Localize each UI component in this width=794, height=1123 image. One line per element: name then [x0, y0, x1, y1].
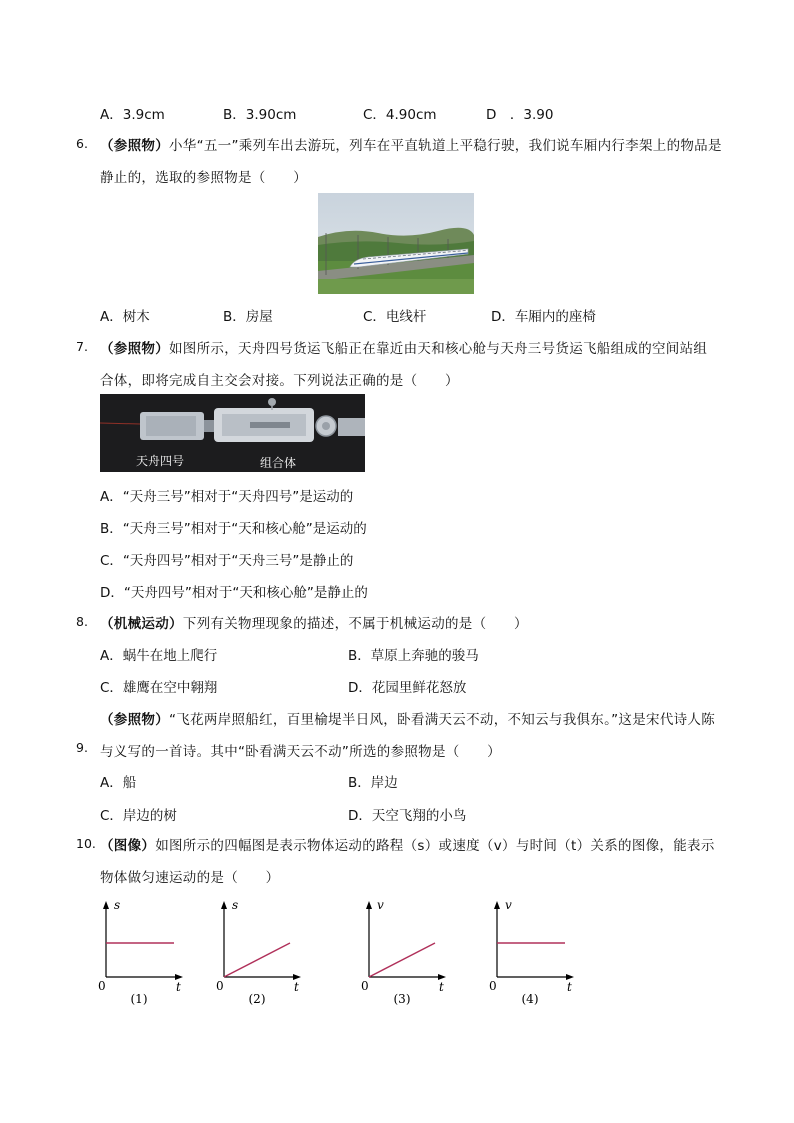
x-axis-label: t: [567, 980, 572, 994]
question-stem-line1: [100, 708, 715, 728]
q9-option-d: D．天空飞翔的小鸟: [348, 808, 467, 824]
q5-option-c: C．4.90cm: [363, 107, 437, 123]
stem-text: “飞花两岸照船红，百里榆堤半日风，卧看满天云不动，不知云与我俱东。”这是宋代诗人陈: [169, 712, 716, 728]
stem-text: 如图所示，天舟四号货运飞船正在靠近由天和核心舱与天舟三号货运飞船组成的空间站组: [169, 341, 708, 357]
graph-svg: [212, 893, 312, 1008]
question-stem-line1: [100, 337, 707, 357]
y-axis-arrow: [494, 901, 500, 909]
graph-svg: [357, 893, 457, 1008]
question-tag: （参照物）: [100, 138, 169, 154]
graph-1: [94, 893, 194, 1012]
question-number: 9.: [76, 740, 88, 755]
y-axis-label: v: [505, 898, 512, 912]
x-axis-label: t: [176, 980, 181, 994]
graph-svg: [485, 893, 585, 1008]
q9-option-c: C．岸边的树: [100, 808, 177, 824]
y-axis-label: v: [377, 898, 384, 912]
image-label-tianzhou4: 天舟四号: [136, 454, 185, 468]
graph-caption: (3): [393, 992, 411, 1006]
origin-label: 0: [98, 979, 106, 993]
question-tag: （机械运动）: [100, 616, 183, 632]
question-number: 7.: [76, 339, 88, 354]
q5-option-d: D ．3.90: [486, 107, 554, 123]
graph-svg: [94, 893, 194, 1008]
question-tag: （图像）: [100, 838, 156, 854]
q6-option-b: B．房屋: [223, 309, 273, 325]
graph-caption: (4): [521, 992, 539, 1006]
origin-label: 0: [361, 979, 369, 993]
question-stem-line1: [100, 834, 715, 854]
q9-option-b: B．岸边: [348, 775, 398, 791]
q5-option-b: B．3.90cm: [223, 107, 297, 123]
y-axis-arrow: [366, 901, 372, 909]
graph-4: [485, 893, 585, 1012]
stem-text: 下列有关物理现象的描述，不属于机械运动的是（ ）: [182, 616, 528, 632]
origin-label: 0: [489, 979, 497, 993]
q7-option-d: D．“天舟四号”相对于“天和核心舱”是静止的: [100, 585, 368, 601]
q8-option-d: D．花园里鲜花怒放: [348, 680, 467, 696]
question-tag: （参照物）: [100, 341, 169, 357]
y-axis-label: s: [232, 898, 239, 912]
x-axis-label: t: [439, 980, 444, 994]
q8-option-c: C．雄鹰在空中翱翔: [100, 680, 218, 696]
q8-option-b: B．草原上奔驰的骏马: [348, 648, 479, 664]
stem-text: 小华“五一”乘列车出去游玩，列车在平直轨道上平稳行驶，我们说车厢内行李架上的物品是: [169, 138, 722, 154]
question-number: 6.: [76, 136, 88, 151]
image-label-combination: 组合体: [260, 456, 297, 470]
q7-option-b: B．“天舟三号”相对于“天和核心舱”是运动的: [100, 521, 367, 537]
train-image: [318, 193, 474, 294]
y-axis-label: s: [114, 898, 121, 912]
question-stem-line2: 与义写的一首诗。其中“卧看满天云不动”所选的参照物是（ ）: [100, 744, 501, 760]
question-number: 8.: [76, 614, 88, 629]
question-stem-line2: 合体，即将完成自主交会对接。下列说法正确的是（ ）: [100, 373, 459, 389]
q9-option-a: A．船: [100, 775, 137, 791]
question-number: 10.: [76, 836, 96, 851]
graph-caption: (2): [248, 992, 266, 1006]
q5-option-a: A．3.9cm: [100, 107, 165, 123]
q7-option-c: C．“天舟四号”相对于“天舟三号”是静止的: [100, 553, 354, 569]
question-stem-line2: 物体做匀速运动的是（ ）: [100, 870, 280, 886]
graph-line: [369, 943, 435, 977]
x-axis-label: t: [294, 980, 299, 994]
question-tag: （参照物）: [100, 712, 169, 728]
q6-option-c: C．电线杆: [363, 309, 427, 325]
q6-option-d: D．车厢内的座椅: [491, 309, 596, 325]
question-stem-line2: 静止的，选取的参照物是（ ）: [100, 170, 307, 186]
graph-caption: (1): [130, 992, 148, 1006]
q8-option-a: A．蜗牛在地上爬行: [100, 648, 218, 664]
graph-2: [212, 893, 312, 1012]
q6-option-a: A．树木: [100, 309, 150, 325]
y-axis-arrow: [221, 901, 227, 909]
graph-3: [357, 893, 457, 1012]
q7-option-a: A．“天舟三号”相对于“天舟四号”是运动的: [100, 489, 354, 505]
graph-line: [224, 943, 290, 977]
question-stem-line1: [100, 134, 722, 154]
stem-text: 如图所示的四幅图是表示物体运动的路程（s）或速度（v）与时间（t）关系的图像，能表示: [155, 838, 715, 854]
origin-label: 0: [216, 979, 224, 993]
question-stem-line1: [100, 612, 528, 632]
space-station-photo: [100, 394, 365, 472]
train-photo: [318, 193, 474, 294]
y-axis-arrow: [103, 901, 109, 909]
